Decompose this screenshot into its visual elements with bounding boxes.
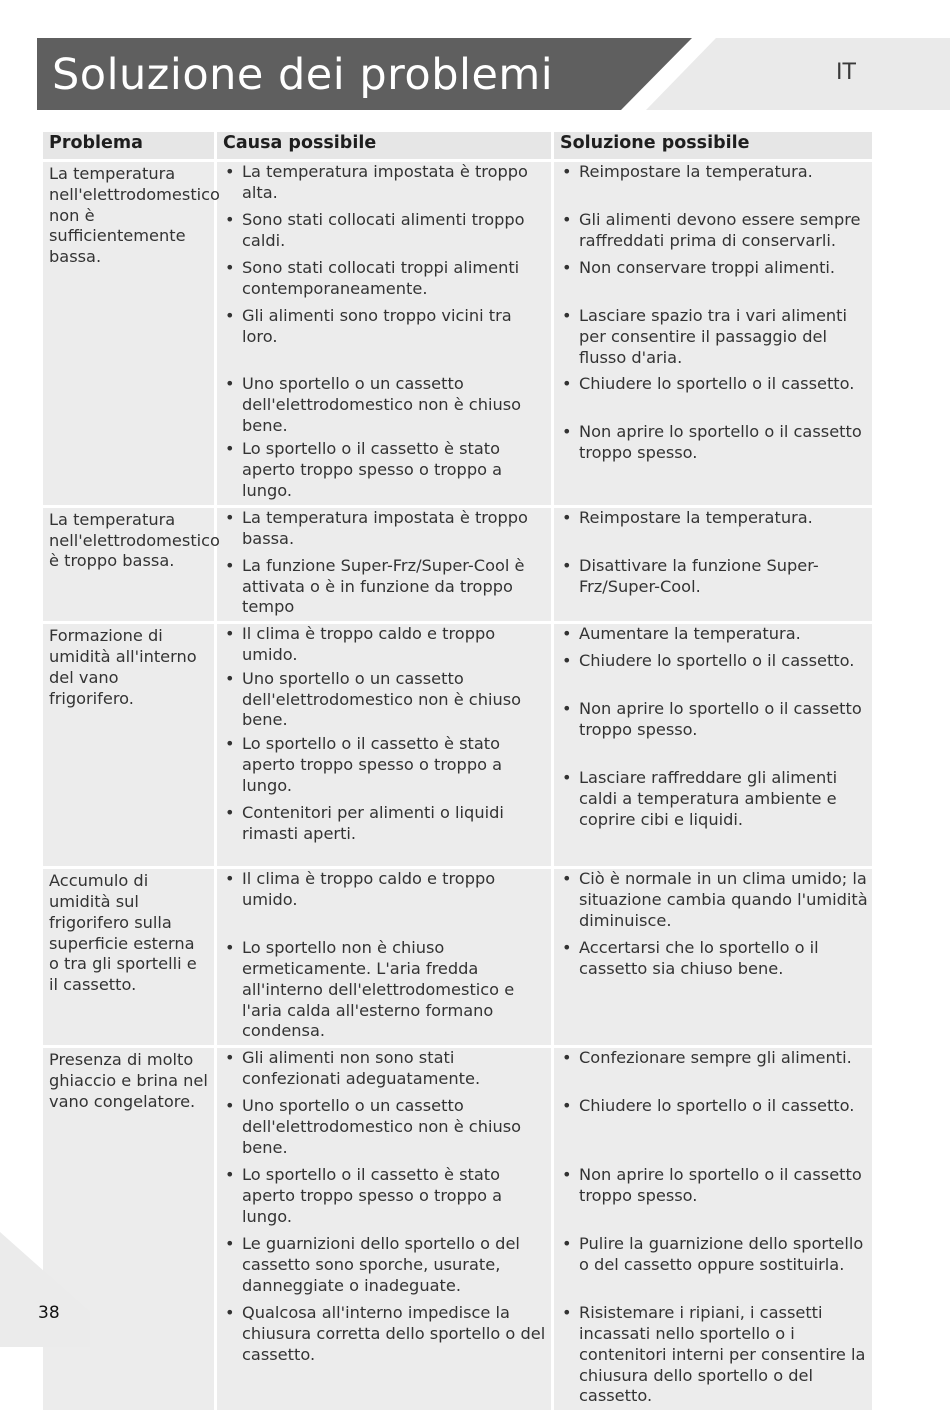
- solution-cell: [553, 1047, 874, 1412]
- solution-item: [560, 374, 868, 419]
- bullet-icon: •: [225, 555, 235, 575]
- solution-item: [560, 1303, 868, 1407]
- cause-text: Uno sportello o un cassetto dell'elettrodomestico non è chiuso bene.: [242, 1096, 522, 1157]
- bullet-icon: •: [562, 555, 572, 575]
- solution-cell: [553, 623, 874, 868]
- solution-text: Accertarsi che lo sportello o il cassetto sia chiuso bene.: [579, 938, 819, 978]
- solution-text: Risistemare i ripiani, i cassetti incassati nello sportello o i contenitori interni per consentire la chiusura dello sportello o del cassetto.: [579, 1303, 866, 1406]
- cause-text: Contenitori per alimenti o liquidi rimasti aperti.: [242, 803, 504, 843]
- troubleshooting-table: [40, 129, 875, 1413]
- solution-text: Gli alimenti devono essere sempre raffreddati prima di conservarli.: [579, 210, 861, 250]
- cause-item: [223, 162, 547, 207]
- cause-text: Il clima è troppo caldo e troppo umido.: [242, 869, 496, 909]
- cause-item: [223, 624, 547, 666]
- bullet-icon: •: [225, 210, 235, 229]
- cause-text: La funzione Super-Frz/Super-Cool è attivata o è in funzione da troppo tempo: [242, 555, 525, 617]
- bullet-icon: •: [562, 1048, 572, 1068]
- solution-item: [560, 938, 868, 1023]
- cause-text: La temperatura impostata è troppo alta.: [242, 162, 528, 202]
- bullet-icon: •: [225, 1096, 235, 1116]
- solution-item: [560, 1234, 868, 1300]
- cause-text: Lo sportello o il cassetto è stato aperto troppo spesso o troppo a lungo.: [242, 734, 503, 795]
- solution-text: Non aprire lo sportello o il cassetto troppo spesso.: [579, 699, 862, 739]
- language-banner: [646, 38, 950, 110]
- cause-cell: [216, 623, 553, 868]
- bullet-icon: •: [562, 306, 572, 325]
- cause-text: Le guarnizioni dello sportello o del cassetto sono sporche, usurate, danneggiate o inadeguate.: [242, 1234, 520, 1295]
- cause-text: Uno sportello o un cassetto dell'elettrodomestico non è chiuso bene.: [242, 668, 522, 730]
- solution-cell: [553, 161, 874, 507]
- header-solution: Soluzione possibile: [553, 131, 874, 161]
- solution-text: Ciò è normale in un clima umido; la situazione cambia quando l'umidità diminuisce.: [579, 869, 868, 930]
- cause-text: Lo sportello o il cassetto è stato aperto troppo spesso o troppo a lungo.: [242, 1165, 503, 1226]
- solution-text: Chiudere lo sportello o il cassetto.: [579, 651, 855, 671]
- cause-item: [223, 306, 547, 371]
- bullet-icon: •: [225, 869, 235, 889]
- bullet-icon: •: [225, 1165, 235, 1185]
- bullet-icon: •: [225, 258, 235, 277]
- solution-text: Reimpostare la temperatura.: [579, 162, 813, 181]
- bullet-icon: •: [562, 1096, 572, 1116]
- header-cause: Causa possibile: [216, 131, 553, 161]
- cause-cell: [216, 1047, 553, 1412]
- solution-text: Pulire la guarnizione dello sportello o del cassetto oppure sostituirla.: [579, 1234, 864, 1274]
- cause-item: [223, 869, 547, 935]
- problem-cell: Accumulo di umidità sul frigorifero sulla superficie esterna o tra gli sportelli e il cassetto.: [42, 868, 216, 1047]
- cause-cell: [216, 868, 553, 1047]
- solution-item: [560, 162, 868, 207]
- solution-item: [560, 651, 868, 696]
- cause-text: Sono stati collocati troppi alimenti contemporaneamente.: [242, 258, 520, 298]
- solution-item: [560, 422, 868, 482]
- solution-item: [560, 306, 868, 371]
- bullet-icon: •: [562, 162, 572, 181]
- solution-item: [560, 624, 868, 648]
- bullet-icon: •: [562, 1234, 572, 1254]
- problem-cell: La temperatura nell'elettrodomestico non è sufficientemente bassa.: [42, 161, 216, 507]
- solution-text: Disattivare la funzione Super-Frz/Super-Cool.: [579, 555, 819, 596]
- cause-text: Il clima è troppo caldo e troppo umido.: [242, 624, 496, 664]
- language-code: IT: [836, 60, 856, 85]
- bullet-icon: •: [562, 651, 572, 671]
- cause-item: [223, 1234, 547, 1300]
- cause-text: Uno sportello o un cassetto dell'elettrodomestico non è chiuso bene.: [242, 374, 522, 435]
- solution-item: [560, 258, 868, 303]
- solution-item: [560, 556, 868, 616]
- cause-text: Sono stati collocati alimenti troppo caldi.: [242, 210, 525, 250]
- page-number: 38: [38, 1303, 60, 1323]
- bullet-icon: •: [225, 1048, 235, 1068]
- solution-item: [560, 1096, 868, 1162]
- cause-item: [223, 1303, 547, 1383]
- cause-item: [223, 258, 547, 303]
- bullet-icon: •: [562, 938, 572, 958]
- solution-text: Non aprire lo sportello o il cassetto troppo spesso.: [579, 422, 862, 462]
- bullet-icon: •: [562, 507, 572, 527]
- solution-item: [560, 1048, 868, 1093]
- cause-item: [223, 1165, 547, 1231]
- solution-text: Chiudere lo sportello o il cassetto.: [579, 374, 855, 393]
- solution-text: Lasciare spazio tra i vari alimenti per consentire il passaggio del flusso d'aria.: [579, 306, 848, 367]
- solution-item: [560, 699, 868, 765]
- solution-item: [560, 768, 868, 830]
- bullet-icon: •: [562, 258, 572, 277]
- cause-text: Qualcosa all'interno impedisce la chiusura corretta dello sportello o del cassetto.: [242, 1303, 546, 1364]
- solution-item: [560, 210, 868, 255]
- cause-item: [223, 210, 547, 255]
- cause-text: Gli alimenti sono troppo vicini tra loro.: [242, 306, 512, 346]
- cause-item: [223, 938, 547, 1042]
- problem-cell: Presenza di molto ghiaccio e brina nel vano congelatore.: [42, 1047, 216, 1412]
- solution-cell: [553, 868, 874, 1047]
- cause-item: [223, 803, 547, 863]
- solution-text: Lasciare raffreddare gli alimenti caldi a temperatura ambiente e coprire cibi e liquidi.: [579, 768, 838, 829]
- solution-text: Reimpostare la temperatura.: [579, 507, 813, 527]
- solution-text: Chiudere lo sportello o il cassetto.: [579, 1096, 855, 1116]
- solution-text: Confezionare sempre gli alimenti.: [579, 1048, 852, 1068]
- bullet-icon: •: [225, 1234, 235, 1254]
- bullet-icon: •: [225, 734, 235, 754]
- bullet-icon: •: [225, 938, 235, 958]
- header-problem: Problema: [42, 131, 216, 161]
- bullet-icon: •: [225, 439, 235, 459]
- bullet-icon: •: [562, 869, 572, 889]
- table-header-row: [42, 131, 874, 161]
- bullet-icon: •: [225, 624, 235, 644]
- cause-item: [223, 734, 547, 800]
- problem-cell: Formazione di umidità all'interno del vano frigorifero.: [42, 623, 216, 868]
- cause-item: [223, 556, 547, 618]
- bullet-icon: •: [562, 210, 572, 229]
- bullet-icon: •: [562, 1165, 572, 1185]
- table-row: [42, 161, 874, 507]
- bullet-icon: •: [225, 803, 235, 823]
- cause-text: La temperatura impostata è troppo bassa.: [242, 507, 528, 548]
- problem-cell: La temperatura nell'elettrodomestico è troppo bassa.: [42, 506, 216, 622]
- bullet-icon: •: [225, 668, 235, 688]
- bullet-icon: •: [562, 699, 572, 719]
- cause-item: [223, 1048, 547, 1093]
- cause-text: Gli alimenti non sono stati confezionati adeguatamente.: [242, 1048, 481, 1088]
- bullet-icon: •: [562, 624, 572, 644]
- cause-text: Lo sportello o il cassetto è stato aperto troppo spesso o troppo a lungo.: [242, 439, 503, 500]
- solution-text: Aumentare la temperatura.: [579, 624, 801, 644]
- cause-cell: [216, 161, 553, 507]
- solution-text: Non aprire lo sportello o il cassetto troppo spesso.: [579, 1165, 862, 1205]
- bullet-icon: •: [562, 374, 572, 393]
- bullet-icon: •: [225, 507, 235, 527]
- bullet-icon: •: [225, 306, 235, 325]
- page-title: Soluzione dei problemi: [52, 50, 554, 100]
- bullet-icon: •: [225, 374, 235, 393]
- solution-item: [560, 508, 868, 553]
- table-row: [42, 868, 874, 1047]
- cause-item: [223, 374, 547, 436]
- cause-item: [223, 1096, 547, 1162]
- bullet-icon: •: [562, 768, 572, 788]
- table-row: [42, 506, 874, 622]
- bullet-icon: •: [225, 1303, 235, 1323]
- solution-item: [560, 1165, 868, 1231]
- solution-cell: [553, 506, 874, 622]
- bullet-icon: •: [225, 162, 235, 181]
- cause-item: [223, 508, 547, 553]
- corner-decoration: [0, 1232, 90, 1347]
- table-row: [42, 1047, 874, 1412]
- solution-item: [560, 869, 868, 935]
- cause-cell: [216, 506, 553, 622]
- bullet-icon: •: [562, 422, 572, 441]
- cause-item: [223, 439, 547, 501]
- solution-text: Non conservare troppi alimenti.: [579, 258, 836, 277]
- cause-item: [223, 669, 547, 731]
- bullet-icon: •: [562, 1303, 572, 1323]
- table-row: [42, 623, 874, 868]
- cause-text: Lo sportello non è chiuso ermeticamente. L'aria fredda all'interno dell'elettrodomestico e l'aria calda all'esterno formano condensa.: [242, 938, 515, 1041]
